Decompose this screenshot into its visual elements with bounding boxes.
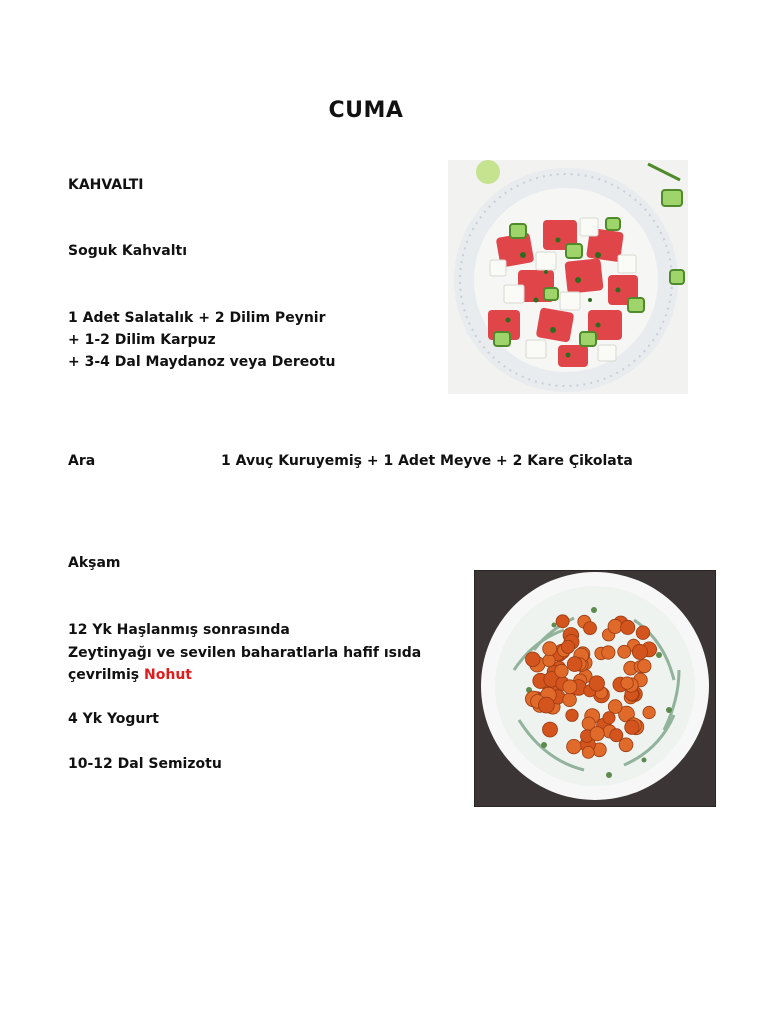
dinner-line (68, 667, 192, 683)
snack-text: 1 Avuç Kuruyemiş + 1 Adet Meyve + 2 Kare Çikolata (221, 453, 633, 469)
roasted-chickpeas-yogurt-photo (474, 570, 716, 807)
dinner-line: 12 Yk Haşlanmış sonrasında (68, 622, 290, 638)
breakfast-item: 1 Adet Salatalık + 2 Dilim Peynir (68, 310, 326, 326)
yogurt-line: 4 Yk Yogurt (68, 711, 159, 727)
purslane-line: 10-12 Dal Semizotu (68, 756, 222, 772)
page-title: CUMA (328, 98, 404, 123)
dinner-line-prefix: çevrilmiş (68, 667, 145, 683)
watermelon-feta-salad-photo (448, 160, 688, 394)
dinner-heading: Akşam (68, 555, 121, 571)
breakfast-heading: KAHVALTI (68, 177, 144, 193)
breakfast-item: + 3-4 Dal Maydanoz veya Dereotu (68, 354, 336, 370)
breakfast-item: + 1-2 Dilim Karpuz (68, 332, 216, 348)
chickpea-highlight: Nohut (144, 667, 192, 683)
snack-label: Ara (68, 453, 96, 469)
dinner-line: Zeytinyağı ve sevilen baharatlarla hafif ısıda (68, 645, 422, 661)
breakfast-subheading: Soguk Kahvaltı (68, 243, 187, 259)
